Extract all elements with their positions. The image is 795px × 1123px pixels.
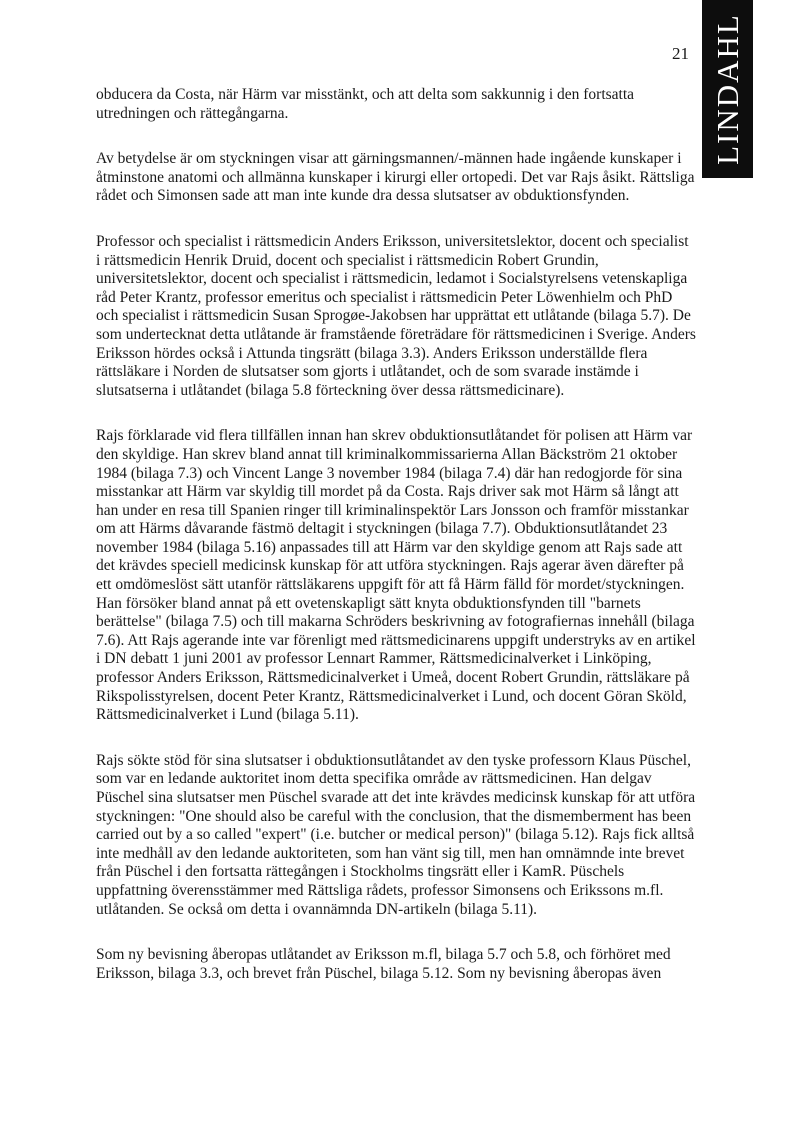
paragraph: Rajs sökte stöd för sina slutsatser i obduktionsutlåtandet av den tyske professorn Klaus Püschel, som var en ledande auktoritet inom detta specifika område av rättsmedicinen. Han delgav Püschel sina slutsatser men Püschel svarade att det inte krävdes medicinsk kunskap för att utföra styckningen: "One should also be careful with the conclusion, that the dismemberment has been carried out by a so called "expert" (i.e. butcher or medical person)" (bilaga 5.12). Rajs fick alltså inte medhåll av den ledande auktoriteten, som han vänt sig till, men han omnämnde inte brevet från Püschel i den fortsatta rättegången i Stockholms tingsrätt eller i KamR. Püschels uppfattning överensstämmer med Rättsliga rådets, professor Simonsens och Erikssons m.fl. utlåtanden. Se också om detta i ovannämnda DN-artikeln (bilaga 5.11). <box>96 751 696 918</box>
lindahl-stamp <box>702 0 753 178</box>
paragraph: Rajs förklarade vid flera tillfällen innan han skrev obduktionsutlåtandet för polisen att Härm var den skyldige. Han skrev bland annat till kriminalkommissarierna Allan Bäckström 21 oktober 1984 (bilaga 7.3) och Vincent Lange 3 november 1984 (bilaga 7.4) där han redogjorde för sina misstankar att Härm var skyldig till mordet på da Costa. Rajs driver sak mot Härm så långt att han under en resa till Spanien ringer till kriminalinspektör Lars Jonsson och framför misstankar om att Härms dåvarande fästmö deltagit i styckningen (bilaga 7.7). Obduktionsutlåtandet 23 november 1984 (bilaga 5.16) anpassades till att Härm var den skyldige genom att Rajs sade att det krävdes speciell medicinsk kunskap för att utföra styckningen. Rajs agerar även därefter på ett omdömeslöst sätt utanför rättsläkarens uppgift för att få Härm fälld för mordet/styckningen. Han försöker bland annat på ett ovetenskapligt sätt knyta obduktionsfynden till "barnets berättelse" (bilaga 7.5) och till makarna Schröders beskrivning av fotografiernas innehåll (bilaga 7.6). Att Rajs agerande inte var förenligt med rättsmedicinarens uppgift understryks av en artikel i DN debatt 1 juni 2001 av professor Lennart Rammer, Rättsmedicinalverket i Linköping, professor Anders Eriksson, Rättsmedicinalverket i Umeå, docent Robert Grundin, rättsläkare på Rikspolisstyrelsen, docent Peter Krantz, Rättsmedicinalverket i Lund, och docent Göran Sköld, Rättsmedicinalverket i Lund (bilaga 5.11). <box>96 427 696 724</box>
paragraph: Som ny bevisning åberopas utlåtandet av Eriksson m.fl, bilaga 5.7 och 5.8, och förhöret med Eriksson, bilaga 3.3, och brevet från Püschel, bilaga 5.12. Som ny bevisning åberopas även <box>96 946 671 982</box>
paragraph: Professor och specialist i rättsmedicin Anders Eriksson, universitetslektor, docent och specialist i rättsmedicin Henrik Druid, docent och specialist i rättsmedicin Robert Grundin, universitetslektor, docent och specialist i rättsmedicin, ledamot i Socialstyrelsens vetenskapliga råd Peter Krantz, professor emeritus och specialist i rättsmedicin Peter Löwenhielm och PhD och specialist i rättsmedicin Susan Sprogøe-Jakobsen har upprättat ett utlåtande (bilaga 5.7). De som undertecknat detta utlåtande är framstående företrädare för rättsmedicinen i Sverige. Anders Eriksson hördes också i Attunda tingsrätt (bilaga 3.3). Anders Eriksson underställde flera rättsläkare i Norden de slutsatser som gjorts i utlåtandet, och de som svarade instämde i slutsatserna i utlåtandet (bilaga 5.8 förteckning över dessa rättsmedicinare). <box>96 232 696 399</box>
stamp-text: LINDAHL <box>709 13 745 165</box>
body-text <box>96 86 696 983</box>
paragraph: obducera da Costa, när Härm var misstänkt, och att delta som sakkunnig i den fortsatta utredningen och rättegångarna. <box>96 86 635 122</box>
page-number: 21 <box>672 44 689 63</box>
paragraph: Av betydelse är om styckningen visar att gärningsmannen/-männen hade ingående kunskaper i åtminstone anatomi och allmänna kunskaper i kirurgi eller ortopedi. Det var Rajs åsikt. Rättsliga rådet och Simonsen sade att man inte kunde dra dessa slutsatser av obduktionsfynden. <box>96 150 695 205</box>
